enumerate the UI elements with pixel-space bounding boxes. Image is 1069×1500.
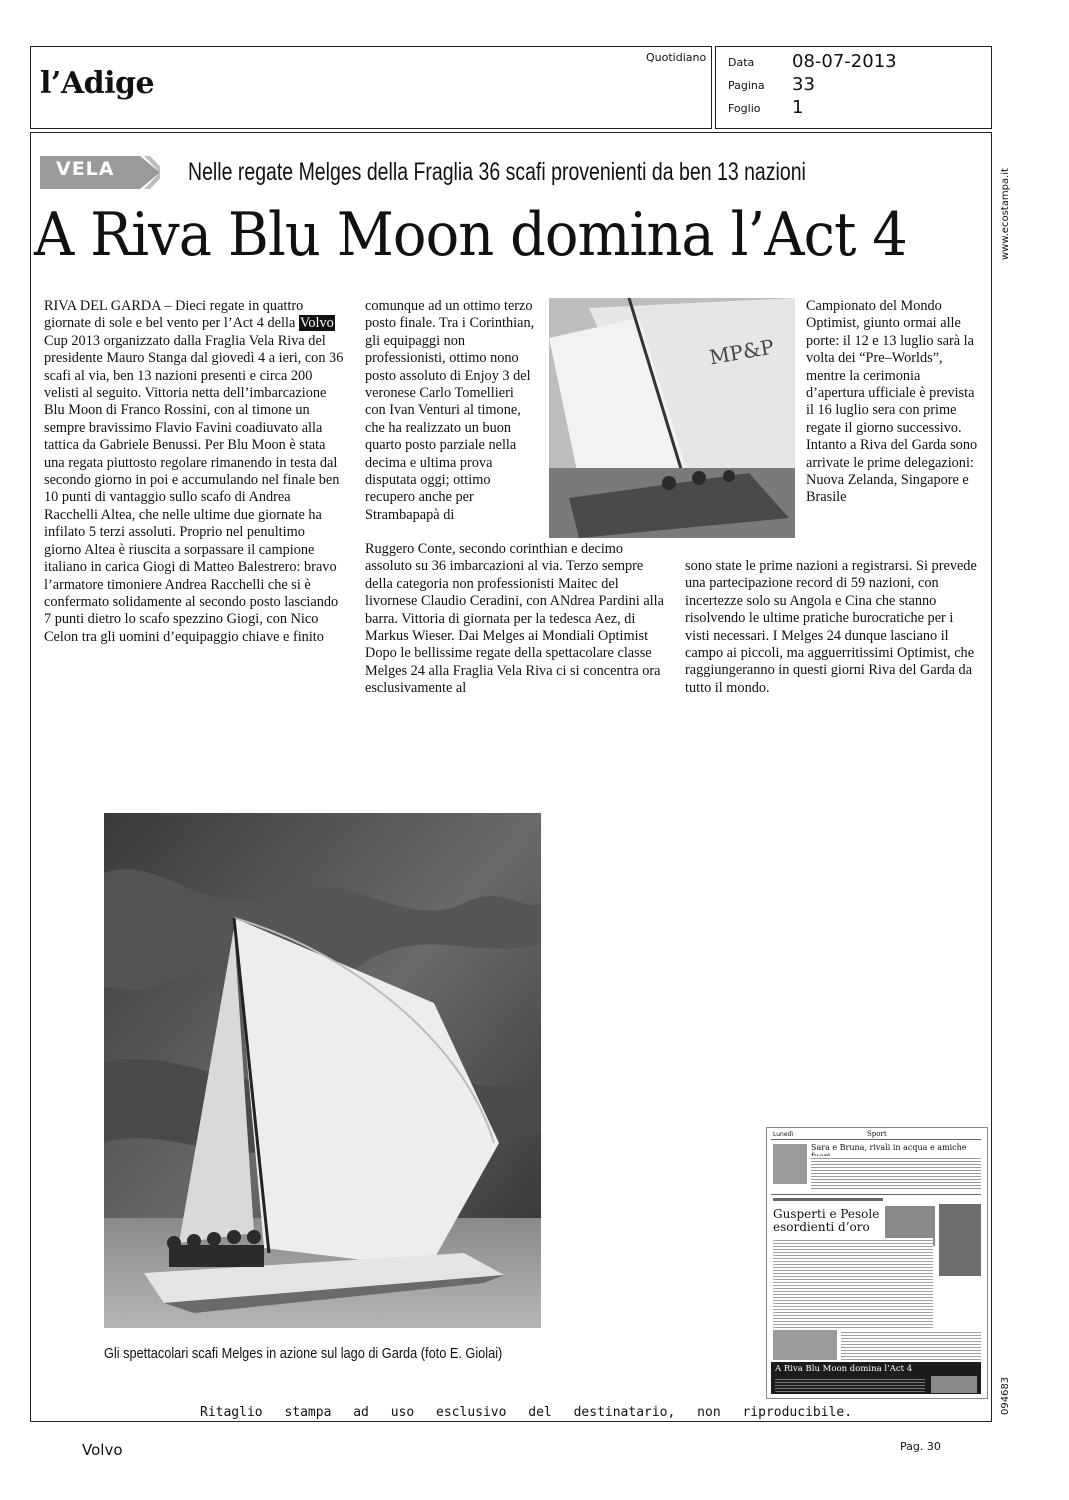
source-keyword: Volvo <box>82 1441 123 1459</box>
sail-closeup-photo <box>549 298 795 538</box>
thumb-story-1: Sara e Bruna, rivali in acqua e amiche <box>811 1143 967 1152</box>
sailboat-photo <box>104 813 541 1328</box>
newspaper-name: l’Adige <box>40 66 155 101</box>
frequency-label: Quotidiano <box>646 51 707 64</box>
highlighted-keyword: Volvo <box>299 315 334 332</box>
page-value: 33 <box>792 74 815 95</box>
page-thumbnail <box>766 1127 988 1399</box>
thumb-header-section: Sport <box>867 1130 887 1138</box>
article-column-1 <box>44 298 344 646</box>
article-column-3-bottom: sono state le prime nazioni a registrarsi. Si prevede una partecipazione record di 59 nazioni, con incertezze solo su Angola e Cina che stanno risolvendo le ultime pratiche burocratiche per i visti necessari. I Melges 24 dunque lasciano il campo ai piccoli, ma agguerritissimi Optimist, che raggiungeranno in questi giorni Riva del Garda da tutto il mondo. <box>685 558 977 696</box>
photo-caption: Gli spettacolari scafi Melges in azione sul lago di Garda (foto E. Giolai) <box>104 1345 503 1362</box>
article-column-2-top: comunque ad un ottimo terzo posto finale. Tra i Corinthian, gli equipaggi non professionisti, ottimo nono posto assoluto di Enjoy 3 del veronese Carlo Tomellieri con Ivan Venturi al timone, che ha realizzato un buon quarto posto parziale nella decima e ultima prova disputata oggi; ottimo recupero anche per Strambapapà di <box>365 298 535 523</box>
article-column-2-bottom: Ruggero Conte, secondo corinthian e decimo assoluto su 36 imbarcazioni al via. Terzo sempre della categoria non professionisti Maitec del livornese Claudio Ceradini, con ANdrea Pardini alla barra. Vittoria di giornata per la tedesca Aez, di Markus Wieser. Dai Melges ai Mondiali Optimist Dopo le bellissime regate della spettacolare classe Melges 24 alla Fraglia Vela Riva ci si concentra ora esclusivamente al <box>365 541 664 697</box>
thumb-story-2: Gusperti e Pesole esordienti d’oro <box>773 1207 880 1234</box>
headline: A Riva Blu Moon domina l’Act 4 <box>34 200 907 270</box>
article-column-3-top: Campionato del Mondo Optimist, giunto ormai alle porte: il 12 e 13 luglio sarà la volta dei “Pre–Worlds”, mentre la cerimonia d’apertura ufficiale è prevista il 16 luglio sera con prime regate il giorno successivo. Intanto a Riva del Garda sono arrivate le prime delegazioni: Nuova Zelanda, Singapore e Brasile <box>806 298 978 506</box>
sheet-label: Foglio <box>728 102 761 115</box>
clipping-notice: Ritaglio stampa ad uso esclusivo del destinatario, non riproducibile. <box>200 1405 853 1420</box>
sail-logo-text: MP&P <box>707 334 776 370</box>
date-value: 08-07-2013 <box>792 51 897 72</box>
sheet-value: 1 <box>792 97 804 118</box>
subheadline: Nelle regate Melges della Fraglia 36 scafi provenienti da ben 13 nazioni <box>188 158 806 186</box>
col1-text-b: Cup 2013 organizzato dalla Fraglia Vela Riva del presidente Mauro Stanga dal giovedì 4 a ieri, con 36 scafi al via, ben 13 nazioni presenti e circa 200 velisti al seguito. Vittoria netta dell’imbarcazione Blu Moon di Franco Rossini, con al timone un sempre bravissimo Flavio Favini coadiuvato alla tattica da Gabriele Benussi. Per Blu Moon è stata una regata piuttosto regolare rimanendo in testa dal secondo giorno in poi e accumulando nel finale ben 10 punti di vantaggio sullo scafo di Andrea Racchelli Altea, che nelle ultime due giornate ha infilato 5 terzi assoluti. Proprio nel penultimo giorno Altea è riuscita a sorpassare il campione italiano in carica Giogi di Matteo Balestrero: bravo l’armatore timoniere Andrea Racchelli che si è confermato solidamente al secondo posto lasciando 7 punti dietro lo scafo spezzino Giogi, con Nico Celon tra gli uomini d’equipaggio chiave e finito <box>44 332 344 645</box>
date-label: Data <box>728 56 755 69</box>
page-number: Pag. 30 <box>900 1440 941 1453</box>
page-label: Pagina <box>728 79 765 92</box>
section-label: VELA <box>56 158 115 180</box>
thumb-story-3: A Riva Blu Moon domina l’Act 4 <box>775 1364 913 1374</box>
col1-text-a: RIVA DEL GARDA – Dieci regate in quattro giornate di sole e bel vento per l’Act 4 della <box>44 298 304 332</box>
clip-code: 094683 <box>1000 1376 1011 1415</box>
thumb-header-left: Lunedì <box>773 1131 794 1138</box>
website-vertical: www.ecostampa.it <box>1000 168 1011 260</box>
